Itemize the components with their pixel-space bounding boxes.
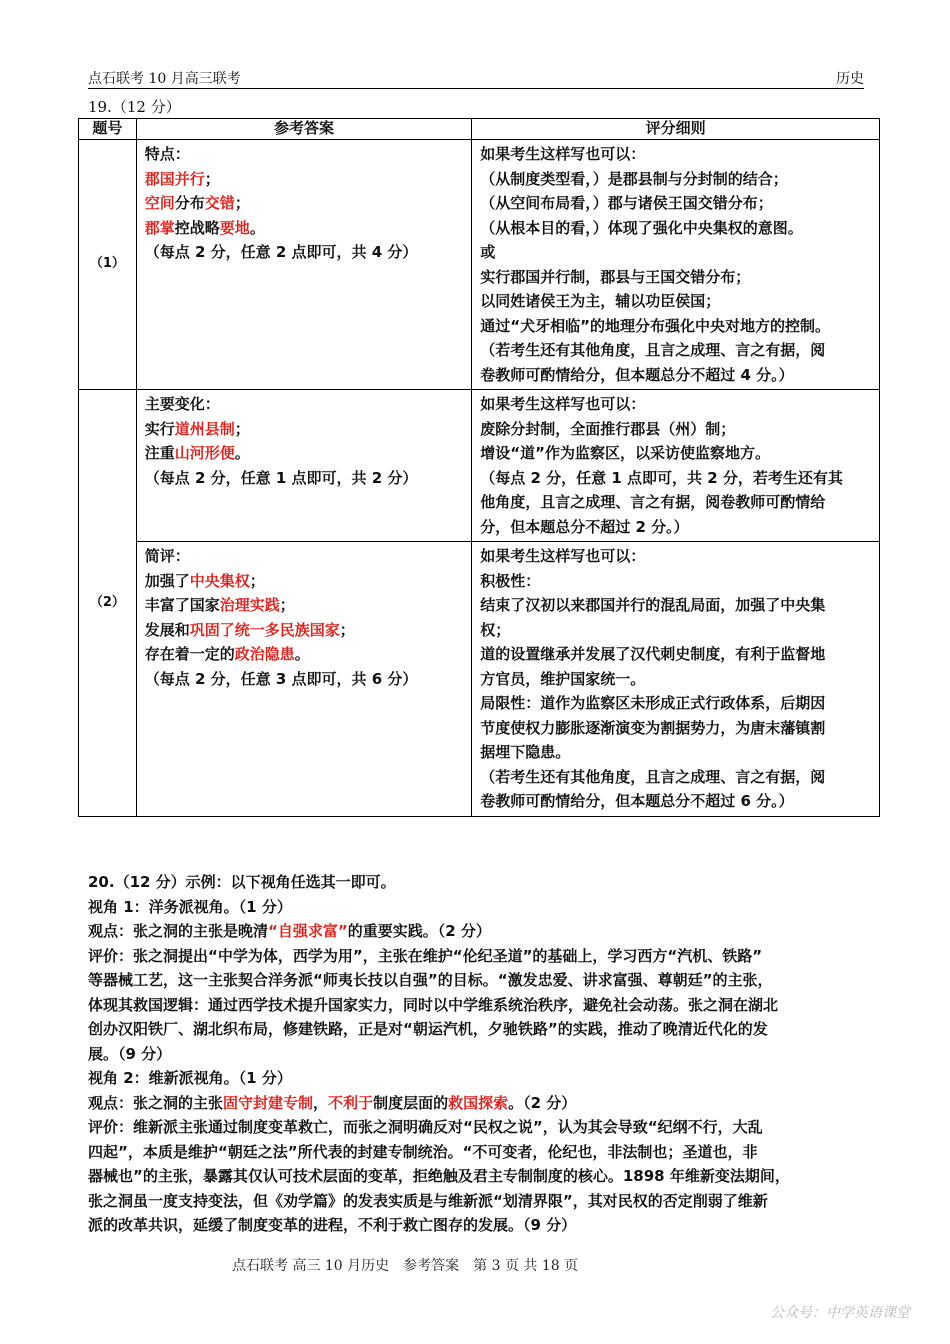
text-segment: （每点 2 分，任意 2 点即可，共 4 分） bbox=[144, 243, 418, 261]
text-segment: 分布 bbox=[174, 194, 205, 212]
paragraph-line bbox=[88, 968, 878, 993]
rubric-line: （若考生还有其他角度，且言之成理、言之有据，阅 bbox=[480, 767, 826, 786]
rubric-line: 废除分封制，全面推行郡县（州）制； bbox=[480, 419, 736, 438]
key-point-highlight: 中央集权 bbox=[189, 571, 250, 590]
rubric-line: 结束了汉初以来郡国并行的混乱局面，加强了中央集 bbox=[480, 596, 826, 614]
paragraph-line bbox=[88, 1017, 878, 1042]
table-row bbox=[79, 140, 880, 390]
text-segment: 注重 bbox=[144, 444, 175, 462]
paragraph-line bbox=[88, 919, 878, 944]
text-segment: ； bbox=[339, 620, 355, 639]
row-number-1: （1） bbox=[79, 140, 137, 390]
text-segment: 体现其救国逻辑：通过西学技术提升国家实力，同时以中学维系统治秩序，避免社会动荡。张之洞在湖北 bbox=[88, 995, 779, 1014]
rubric-line: 积极性： bbox=[480, 571, 541, 590]
text-segment: ； bbox=[204, 169, 220, 188]
text-segment: ， bbox=[313, 1093, 329, 1112]
answer-line bbox=[145, 142, 464, 167]
paragraph-line bbox=[88, 1164, 878, 1189]
answer-line bbox=[145, 544, 464, 569]
table-row bbox=[79, 542, 880, 817]
key-point-highlight: 救国探索 bbox=[448, 1093, 509, 1112]
answer-line bbox=[145, 593, 464, 618]
paragraph-line bbox=[88, 895, 878, 920]
key-point-highlight: 治理实践 bbox=[219, 596, 280, 614]
answer-line bbox=[145, 618, 464, 643]
rubric-line: 据埋下隐患。 bbox=[480, 743, 571, 761]
rubric-line: （每点 2 分，任意 1 点即可，共 2 分，若考生还有其 bbox=[480, 468, 843, 487]
paragraph-line bbox=[88, 870, 878, 895]
text-segment: 控战略 bbox=[174, 218, 220, 237]
text-segment: 观点：张之洞的主张是晚清 bbox=[88, 922, 269, 940]
paragraph-line bbox=[88, 1042, 878, 1067]
answer-line bbox=[145, 417, 464, 442]
text-segment: 特点： bbox=[144, 145, 190, 163]
table-row bbox=[79, 390, 880, 542]
rubric-line: 如果考生这样写也可以： bbox=[480, 395, 646, 413]
rubric-line: （从制度类型看，）是郡县制与分封制的结合； bbox=[480, 169, 788, 188]
text-segment: 评价：维新派主张通过制度变革救亡，而张之洞明确反对“民权之说”，认为其会导致“纪纲不行，大乱 bbox=[88, 1118, 763, 1136]
question-19-title: 19.（12 分） bbox=[88, 98, 181, 116]
text-segment: 。 bbox=[249, 218, 265, 237]
question-20-answer bbox=[88, 870, 878, 1238]
rubric-line: 他角度，且言之成理、言之有据，阅卷教师可酌情给 bbox=[480, 493, 826, 511]
text-segment: 。（2 分） bbox=[508, 1093, 577, 1112]
key-point-highlight: 空间 bbox=[144, 194, 175, 212]
key-point-highlight: 政治隐患 bbox=[234, 645, 295, 663]
rubric-line: 以同姓诸侯王为主，辅以功臣侯国； bbox=[480, 292, 721, 310]
rubric-line: 道的设置继承并发展了汉代刺史制度，有利于监督地 bbox=[480, 645, 826, 663]
answer-line bbox=[145, 240, 464, 265]
rubric-line: 增设“道”作为监察区，以采访使监察地方。 bbox=[480, 444, 770, 462]
text-segment: 的重要实践。（2 分） bbox=[347, 922, 491, 940]
rubric-line: （从空间布局看，）郡与诸侯王国交错分布； bbox=[480, 194, 773, 212]
question-19-answer-table bbox=[78, 118, 880, 817]
text-segment: 。 bbox=[234, 444, 250, 462]
rubric-line: 通过“犬牙相临”的地理分布强化中央对地方的控制。 bbox=[480, 316, 831, 335]
key-point-highlight: 道州县制 bbox=[174, 419, 235, 438]
answer-line bbox=[145, 216, 464, 241]
rubric-line: 分，但本题总分不超过 2 分。） bbox=[480, 517, 689, 536]
rubric-line: 卷教师可酌情给分，但本题总分不超过 4 分。） bbox=[480, 365, 794, 384]
rubric-line: 或 bbox=[480, 243, 496, 261]
paragraph-line bbox=[88, 1115, 878, 1140]
text-segment: ； bbox=[249, 571, 265, 590]
key-point-highlight: 巩固了统一多民族国家 bbox=[189, 620, 340, 639]
key-point-highlight: “自强求富” bbox=[268, 922, 348, 940]
rubric-line: 如果考生这样写也可以： bbox=[480, 547, 646, 565]
text-segment: 丰富了国家 bbox=[144, 596, 220, 614]
key-point-highlight: 交错 bbox=[204, 194, 235, 212]
paragraph-line bbox=[88, 1213, 878, 1238]
key-point-highlight: 郡掌 bbox=[144, 218, 175, 237]
rubric-cell bbox=[472, 390, 880, 542]
rubric-cell bbox=[472, 542, 880, 817]
text-segment: （每点 2 分，任意 1 点即可，共 2 分） bbox=[144, 468, 418, 487]
answer-line bbox=[145, 441, 464, 466]
paragraph-line bbox=[88, 993, 878, 1018]
rubric-line: 局限性：道作为监察区未形成正式行政体系，后期因 bbox=[480, 694, 826, 712]
text-segment: 加强了 bbox=[144, 571, 190, 590]
key-point-highlight: 郡国并行 bbox=[144, 169, 205, 188]
answer-cell bbox=[136, 542, 472, 817]
rubric-line: 实行郡国并行制，郡县与王国交错分布； bbox=[480, 267, 751, 286]
answer-line bbox=[145, 392, 464, 417]
text-segment: 等器械工艺，这一主张契合洋务派“师夷长技以自强”的目标。“激发忠爱、讲求富强、尊朝廷”的主张， bbox=[88, 971, 773, 989]
text-segment: ； bbox=[234, 194, 250, 212]
answer-cell bbox=[136, 390, 472, 542]
text-segment: 器械也”的主张，暴露其仅认可技术层面的变革，拒绝触及君主专制制度的核心。1898 年维新变法期间， bbox=[88, 1167, 790, 1185]
text-segment: 观点：张之洞的主张 bbox=[88, 1093, 224, 1112]
rubric-line: 卷教师可酌情给分，但本题总分不超过 6 分。） bbox=[480, 792, 794, 810]
answer-line bbox=[145, 569, 464, 594]
rubric-line: 方官员，维护国家统一。 bbox=[480, 669, 646, 688]
text-segment: 展。（9 分） bbox=[88, 1044, 172, 1063]
header-exam-name: 点石联考 10 月高三联考 bbox=[88, 71, 241, 87]
paragraph-line bbox=[88, 1066, 878, 1091]
text-segment: 视角 1：洋务派视角。（1 分） bbox=[88, 897, 292, 916]
text-segment: ； bbox=[234, 419, 250, 438]
column-header-rubric: 评分细则 bbox=[472, 119, 880, 140]
watermark: 公众号：中学英语课堂 bbox=[770, 1305, 910, 1321]
rubric-cell bbox=[472, 140, 880, 390]
text-segment: 创办汉阳铁厂、湖北织布局，修建铁路，正是对“朝运汽机，夕驰铁路”的实践，推动了晚清近代化的发 bbox=[88, 1020, 768, 1038]
text-segment: 主要变化： bbox=[144, 395, 220, 413]
text-segment: 张之洞虽一度支持变法，但《劝学篇》的发表实质是与维新派“划清界限”，其对民权的否定削弱了维新 bbox=[88, 1191, 768, 1210]
paragraph-line bbox=[88, 1091, 878, 1116]
text-segment: 派的改革共识，延缓了制度变革的进程，不利于救亡图存的发展。（9 分） bbox=[88, 1216, 577, 1234]
text-segment: 发展和 bbox=[144, 620, 190, 639]
page-footer: 点石联考 高三 10 月历史 参考答案 第 3 页 共 18 页 bbox=[232, 1258, 579, 1274]
key-point-highlight: 固守封建专制 bbox=[223, 1093, 314, 1112]
text-segment: 存在着一定的 bbox=[144, 645, 235, 663]
text-segment: ； bbox=[279, 596, 295, 614]
text-segment: 制度层面的 bbox=[373, 1093, 449, 1112]
text-segment: 视角 2：维新派视角。（1 分） bbox=[88, 1069, 292, 1087]
rubric-line: （若考生还有其他角度，且言之成理、言之有据，阅 bbox=[480, 341, 826, 359]
column-header-number: 题号 bbox=[79, 119, 137, 140]
text-segment: 简评： bbox=[144, 547, 190, 565]
text-segment: 20.（12 分）示例：以下视角任选其一即可。 bbox=[88, 873, 396, 891]
answer-cell bbox=[136, 140, 472, 390]
answer-line bbox=[145, 466, 464, 491]
key-point-highlight: 不利于 bbox=[328, 1093, 374, 1112]
answer-line bbox=[145, 642, 464, 667]
text-segment: 四起”，本质是维护“朝廷之法”所代表的封建专制统治。“不可变者，伦纪也，非法制也；圣道也，非 bbox=[88, 1142, 758, 1161]
paragraph-line bbox=[88, 1140, 878, 1165]
column-header-answer: 参考答案 bbox=[136, 119, 472, 140]
answer-line bbox=[145, 167, 464, 192]
text-segment: 评价：张之洞提出“中学为体，西学为用”，主张在维护“伦纪圣道”的基础上，学习西方“汽机、铁路” bbox=[88, 946, 763, 965]
text-segment: （每点 2 分，任意 3 点即可，共 6 分） bbox=[144, 669, 418, 688]
answer-line bbox=[145, 667, 464, 692]
rubric-line: 节度使权力膨胀逐渐演变为割据势力，为唐末藩镇割 bbox=[480, 718, 826, 737]
row-number-2: （2） bbox=[79, 390, 137, 817]
header-subject: 历史 bbox=[836, 71, 864, 87]
text-segment: 实行 bbox=[144, 419, 175, 438]
rubric-line: （从根本目的看，）体现了强化中央集权的意图。 bbox=[480, 218, 803, 237]
answer-line bbox=[145, 191, 464, 216]
paragraph-line bbox=[88, 944, 878, 969]
rubric-line: 权； bbox=[480, 620, 511, 639]
page-header bbox=[88, 66, 864, 89]
key-point-highlight: 山河形便 bbox=[174, 444, 235, 462]
paragraph-line bbox=[88, 1189, 878, 1214]
rubric-line: 如果考生这样写也可以： bbox=[480, 145, 646, 163]
key-point-highlight: 要地 bbox=[219, 218, 250, 237]
table-header-row bbox=[79, 119, 880, 140]
text-segment: 。 bbox=[294, 645, 310, 663]
